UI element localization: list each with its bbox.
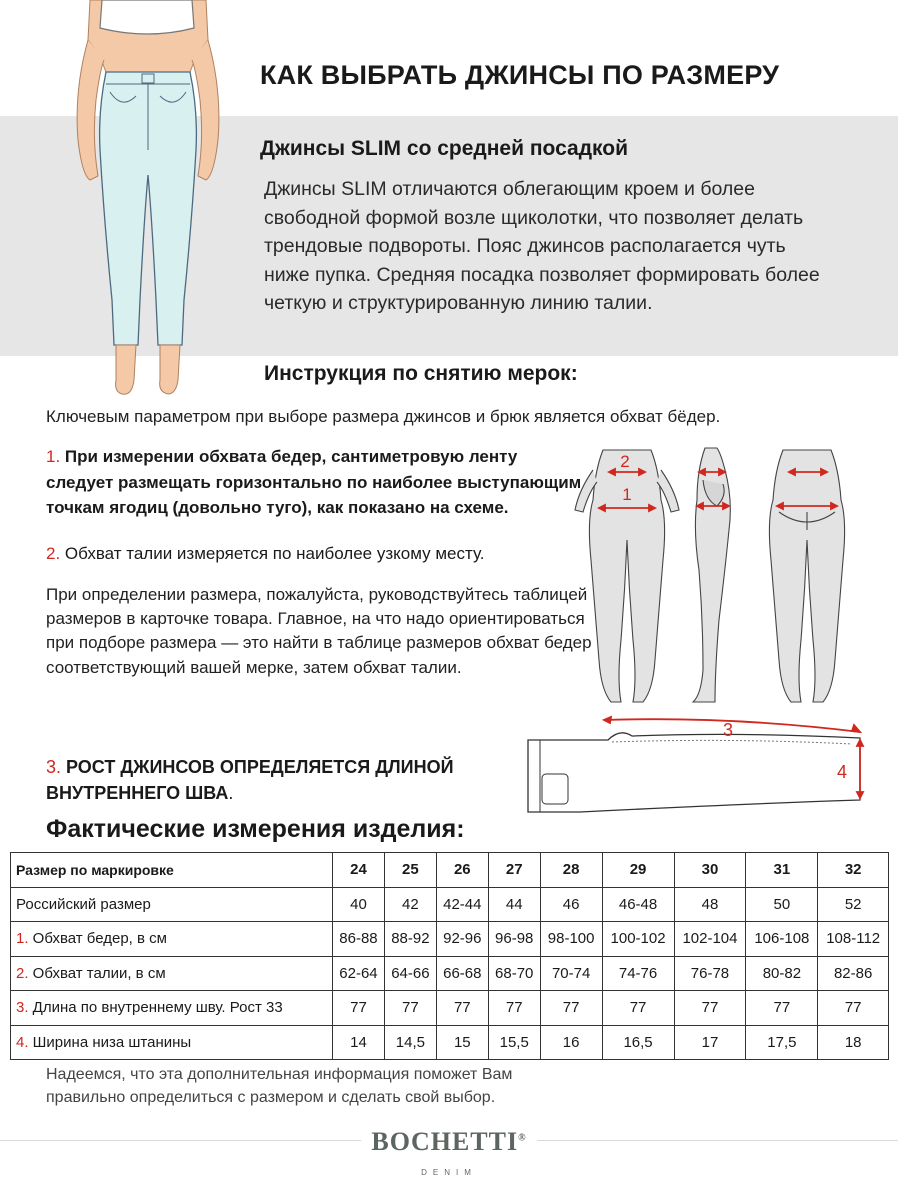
row-label bbox=[11, 956, 333, 991]
step-3-tail: . bbox=[228, 783, 234, 803]
row-number: 4. bbox=[16, 1033, 29, 1051]
row-label-text: Длина по внутреннему шву. Рост 33 bbox=[28, 999, 283, 1017]
size-label-cell: Размер по маркировке bbox=[11, 853, 333, 888]
sizing-advice: При определении размера, пожалуйста, руководствуйтесь таблицей размеров в карточке товара. Главное, на что надо ориентироваться при подборе размера — это найти в таблице размеров обхват бедер соответствующий вашей мерке, затем обхват талии. bbox=[46, 585, 592, 677]
product-subtitle: Джинсы SLIM со средней посадкой bbox=[260, 137, 629, 160]
table-cell: 46 bbox=[540, 887, 602, 922]
table-cell: 77 bbox=[333, 991, 385, 1026]
size-cell: 28 bbox=[540, 853, 602, 888]
table-cell: 77 bbox=[746, 991, 818, 1026]
step-3-number: 3. bbox=[46, 757, 62, 777]
table-cell: 14,5 bbox=[384, 1025, 436, 1060]
page-title: КАК ВЫБРАТЬ ДЖИНСЫ ПО РАЗМЕРУ bbox=[260, 60, 780, 90]
table-cell: 52 bbox=[818, 887, 889, 922]
row-label-text: Обхват талии, в см bbox=[28, 964, 166, 982]
table-cell: 88-92 bbox=[384, 922, 436, 957]
table-header-row bbox=[11, 853, 889, 888]
table-cell: 76-78 bbox=[674, 956, 746, 991]
size-cell: 24 bbox=[333, 853, 385, 888]
step-3-inseam bbox=[46, 754, 466, 806]
table-cell: 96-98 bbox=[488, 922, 540, 957]
jeans-inseam-diagram bbox=[520, 712, 880, 817]
waist-marker-label: 2 bbox=[620, 452, 630, 471]
row-label bbox=[11, 922, 333, 957]
table-cell: 48 bbox=[674, 887, 746, 922]
table-cell: 86-88 bbox=[333, 922, 385, 957]
brand-name bbox=[361, 1127, 536, 1157]
table-cell: 46-48 bbox=[602, 887, 674, 922]
table-row bbox=[11, 956, 889, 991]
table-cell: 40 bbox=[333, 887, 385, 922]
table-cell: 77 bbox=[384, 991, 436, 1026]
table-cell: 18 bbox=[818, 1025, 889, 1060]
table-cell: 77 bbox=[602, 991, 674, 1026]
measurements-heading: Фактические измерения изделия: bbox=[46, 815, 465, 843]
row-label bbox=[11, 1025, 333, 1060]
closing-note-line: Надеемся, что эта дополнительная информация поможет Вам bbox=[46, 1066, 513, 1083]
table-row bbox=[11, 1025, 889, 1060]
step-2-text: Обхват талии измеряется по наиболее узкому месту. bbox=[64, 544, 485, 563]
table-cell: 50 bbox=[746, 887, 818, 922]
table-cell: 16 bbox=[540, 1025, 602, 1060]
table-cell: 77 bbox=[818, 991, 889, 1026]
size-cell: 31 bbox=[746, 853, 818, 888]
closing-note bbox=[46, 1064, 512, 1109]
step-1-text: При измерении обхвата бедер, сантиметровую ленту следует размещать горизонтально по наиболее выступающим точкам ягодиц (довольно туго), как показано на схеме. bbox=[46, 447, 582, 517]
size-cell: 27 bbox=[488, 853, 540, 888]
table-cell: 98-100 bbox=[540, 922, 602, 957]
step-1-number: 1. bbox=[46, 447, 61, 466]
row-label-text: Ширина низа штанины bbox=[28, 1033, 192, 1051]
hips-marker-label: 1 bbox=[622, 485, 632, 504]
instructions-heading: Инструкция по снятию мерок: bbox=[264, 362, 578, 385]
table-cell: 68-70 bbox=[488, 956, 540, 991]
body-measurement-diagram bbox=[565, 440, 865, 715]
table-cell: 64-66 bbox=[384, 956, 436, 991]
size-cell: 32 bbox=[818, 853, 889, 888]
row-label bbox=[11, 887, 333, 922]
row-label-text: Обхват бедер, в см bbox=[28, 930, 167, 948]
product-description: Джинсы SLIM отличаются облегающим кроем и более свободной формой возле щиколотки, что позволяет делать трендовые подвороты. Пояс джинсов располагается чуть ниже пупка. Средняя посадка позволяет формировать более четкую и структурированную линию талии. bbox=[264, 178, 820, 315]
key-parameter-text: Ключевым параметром при выборе размера джинсов и брюк является обхват бёдер. bbox=[46, 407, 721, 426]
table-row bbox=[11, 922, 889, 957]
table-cell: 82-86 bbox=[818, 956, 889, 991]
table-cell: 66-68 bbox=[436, 956, 488, 991]
table-cell: 77 bbox=[540, 991, 602, 1026]
table-cell: 17 bbox=[674, 1025, 746, 1060]
size-cell: 25 bbox=[384, 853, 436, 888]
table-cell: 77 bbox=[488, 991, 540, 1026]
table-cell: 44 bbox=[488, 887, 540, 922]
model-in-jeans-illustration bbox=[60, 0, 235, 400]
row-number: 3. bbox=[16, 999, 29, 1017]
table-cell: 42-44 bbox=[436, 887, 488, 922]
size-table bbox=[10, 852, 889, 1060]
table-cell: 92-96 bbox=[436, 922, 488, 957]
table-cell: 15 bbox=[436, 1025, 488, 1060]
table-cell: 74-76 bbox=[602, 956, 674, 991]
table-cell: 106-108 bbox=[746, 922, 818, 957]
table-cell: 77 bbox=[674, 991, 746, 1026]
table-cell: 14 bbox=[333, 1025, 385, 1060]
row-label bbox=[11, 991, 333, 1026]
closing-note-line: правильно определиться с размером и сделать свой выбор. bbox=[46, 1088, 496, 1106]
inseam-marker-label: 3 bbox=[722, 720, 734, 740]
table-row bbox=[11, 991, 889, 1026]
registered-mark: ® bbox=[518, 1132, 527, 1144]
table-cell: 100-102 bbox=[602, 922, 674, 957]
table-cell: 16,5 bbox=[602, 1025, 674, 1060]
table-cell: 62-64 bbox=[333, 956, 385, 991]
size-cell: 29 bbox=[602, 853, 674, 888]
step-2-waist bbox=[46, 542, 484, 566]
table-cell: 80-82 bbox=[746, 956, 818, 991]
table-cell: 102-104 bbox=[674, 922, 746, 957]
step-1-hips bbox=[46, 444, 586, 521]
hem-marker-label: 4 bbox=[836, 762, 848, 782]
table-cell: 77 bbox=[436, 991, 488, 1026]
size-cell: 30 bbox=[674, 853, 746, 888]
row-number: 1. bbox=[16, 930, 29, 948]
brand-subline: DENIM bbox=[421, 1168, 477, 1177]
table-cell: 15,5 bbox=[488, 1025, 540, 1060]
row-number: 2. bbox=[16, 964, 29, 982]
table-cell: 42 bbox=[384, 887, 436, 922]
table-cell: 70-74 bbox=[540, 956, 602, 991]
table-cell: 17,5 bbox=[746, 1025, 818, 1060]
size-cell: 26 bbox=[436, 853, 488, 888]
brand-logo bbox=[0, 1127, 898, 1157]
brand-name-text: BOCHETTI bbox=[371, 1127, 519, 1156]
step-3-text: РОСТ ДЖИНСОВ ОПРЕДЕЛЯЕТСЯ ДЛИНОЙ ВНУТРЕННЕГО ШВА bbox=[46, 757, 454, 803]
step-2-number: 2. bbox=[46, 544, 61, 563]
table-row bbox=[11, 887, 889, 922]
table-cell: 108-112 bbox=[818, 922, 889, 957]
row-label-text: Российский размер bbox=[16, 895, 151, 913]
